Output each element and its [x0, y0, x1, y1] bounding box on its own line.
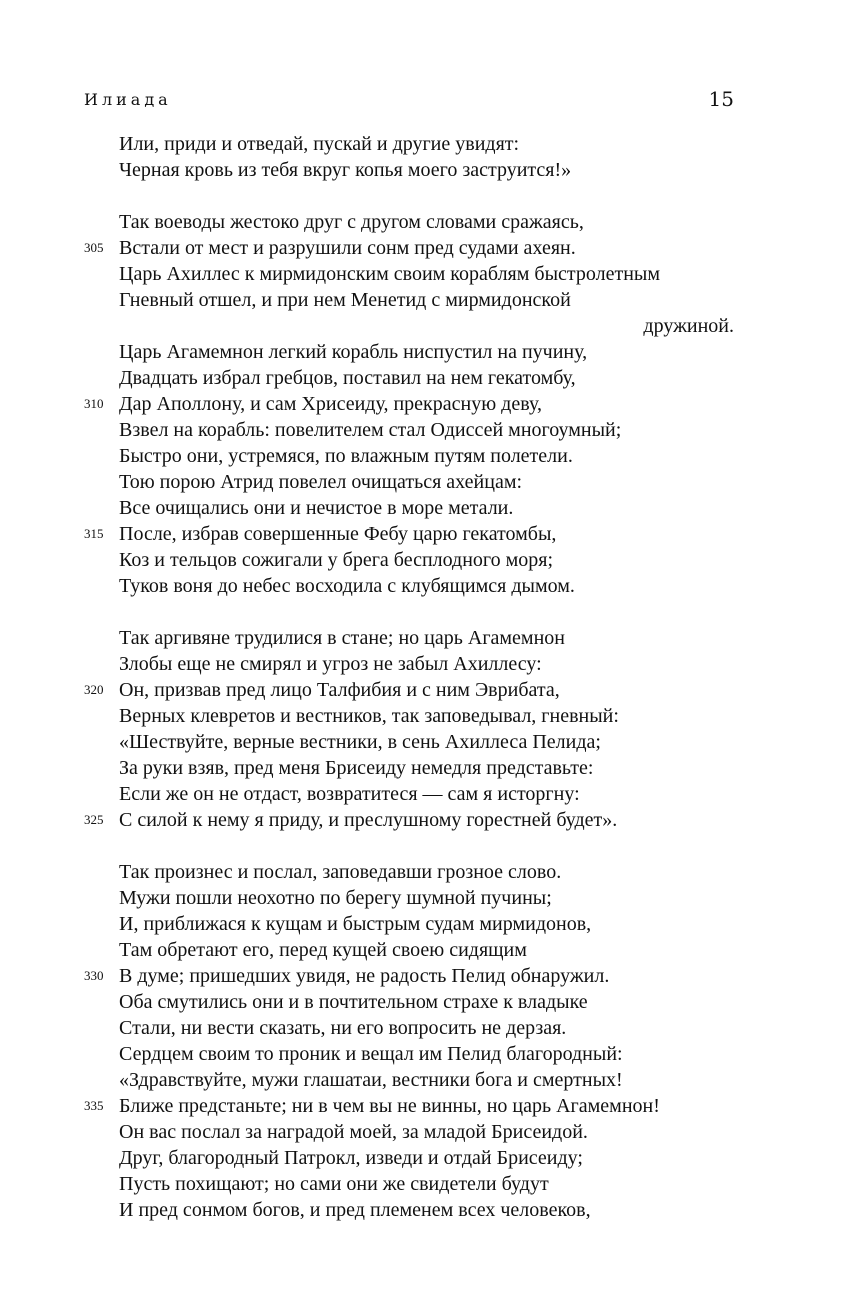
- verse-line: [0, 1041, 845, 1067]
- line-text: И пред сонмом богов, и пред племенем всех человеков,: [119, 1199, 591, 1221]
- running-title: Илиада: [84, 90, 172, 109]
- verse-line: [0, 625, 845, 651]
- line-text: Сердцем своим то проник и вещал им Пелид благородный:: [119, 1043, 623, 1065]
- line-text: И, приближася к кущам и быстрым судам мирмидонов,: [119, 913, 592, 935]
- line-text: Туков воня до небес восходила с клубящимся дымом.: [119, 575, 575, 597]
- verse-line: [0, 469, 845, 495]
- verse-line: [0, 677, 845, 703]
- line-text: Черная кровь из тебя вкруг копья моего заструится!»: [119, 159, 572, 181]
- line-text: Он, призвав пред лицо Талфибия и с ним Эврибата,: [119, 679, 560, 701]
- verse-line: [0, 703, 845, 729]
- verse-line: [0, 339, 845, 365]
- line-number: 305: [84, 240, 104, 255]
- line-text: Царь Ахиллес к мирмидонским своим кораблям быстролетным: [119, 263, 661, 285]
- verse-line: [0, 807, 845, 833]
- verse-line: [0, 729, 845, 755]
- verse-line: [0, 521, 845, 547]
- line-text: Все очищались они и нечистое в море метали.: [119, 497, 514, 519]
- line-text: Гневный отшел, и при нем Менетид с мирмидонской: [119, 289, 571, 311]
- verse-line: [0, 261, 845, 287]
- line-text: Дар Аполлону, и сам Хрисеиду, прекрасную деву,: [119, 393, 542, 415]
- verse-line: [0, 365, 845, 391]
- poem-text: [0, 131, 845, 1223]
- verse-line: [0, 131, 845, 157]
- verse-line: [0, 911, 845, 937]
- stanza-gap: [0, 183, 845, 209]
- line-text: Ближе предстаньте; ни в чем вы не винны, но царь Агамемнон!: [119, 1095, 660, 1117]
- verse-line: [0, 417, 845, 443]
- line-text: После, избрав совершенные Фебу царю гекатомбы,: [119, 523, 557, 545]
- verse-line: [0, 1093, 845, 1119]
- line-text: За руки взяв, пред меня Брисеиду немедля представьте:: [119, 757, 594, 779]
- line-text: Встали от мест и разрушили сонм пред судами ахеян.: [119, 237, 576, 259]
- stanza-gap: [0, 833, 845, 859]
- line-text: Злобы еще не смирял и угроз не забыл Ахиллесу:: [119, 653, 542, 675]
- line-number: 310: [84, 396, 104, 411]
- line-text: Так воеводы жестоко друг с другом словами сражаясь,: [119, 211, 584, 233]
- line-text: Мужи пошли неохотно по берегу шумной пучины;: [119, 887, 552, 909]
- line-text: Быстро они, устремяся, по влажным путям полетели.: [119, 445, 573, 467]
- verse-line: [0, 1145, 845, 1171]
- line-text: Двадцать избрал гребцов, поставил на нем гекатомбу,: [119, 367, 576, 389]
- line-text: Верных клевретов и вестников, так заповедывал, гневный:: [119, 705, 619, 727]
- line-number: 320: [84, 682, 104, 697]
- line-text: «Здравствуйте, мужи глашатаи, вестники бога и смертных!: [119, 1069, 623, 1091]
- stanza-gap: [0, 599, 845, 625]
- verse-line: [0, 391, 845, 417]
- line-text: Коз и тельцов сожигали у брега бесплодного моря;: [119, 549, 554, 571]
- verse-line: [0, 547, 845, 573]
- verse-line: [0, 937, 845, 963]
- verse-line: [0, 963, 845, 989]
- verse-line: [0, 989, 845, 1015]
- line-number: 335: [84, 1098, 104, 1113]
- line-text: Или, приди и отведай, пускай и другие увидят:: [119, 133, 520, 155]
- line-text: «Шествуйте, верные вестники, в сень Ахиллеса Пелида;: [119, 731, 601, 753]
- verse-line: [0, 573, 845, 599]
- line-text: Пусть похищают; но сами они же свидетели будут: [119, 1173, 549, 1195]
- verse-line-overflow: [0, 313, 845, 339]
- line-text: Так произнес и послал, заповедавши грозное слово.: [119, 861, 562, 883]
- verse-line: [0, 1067, 845, 1093]
- line-text: Взвел на корабль: повелителем стал Одиссей многоумный;: [119, 419, 622, 441]
- verse-line: [0, 209, 845, 235]
- line-text: Он вас послал за наградой моей, за младой Брисеидой.: [119, 1121, 588, 1143]
- verse-line: [0, 495, 845, 521]
- verse-line: [0, 755, 845, 781]
- line-text: Так аргивяне трудилися в стане; но царь Агамемнон: [119, 627, 565, 649]
- verse-line: [0, 781, 845, 807]
- verse-line: [0, 1171, 845, 1197]
- line-number: 330: [84, 968, 104, 983]
- verse-line: [0, 1015, 845, 1041]
- verse-line: [0, 859, 845, 885]
- line-text: В думе; пришедших увидя, не радость Пелид обнаружил.: [119, 965, 610, 987]
- line-text: Тою порою Атрид повелел очищаться ахейцам:: [119, 471, 523, 493]
- verse-line: [0, 443, 845, 469]
- verse-line: [0, 287, 845, 313]
- line-text: Царь Агамемнон легкий корабль ниспустил на пучину,: [119, 341, 588, 363]
- line-text: дружиной.: [643, 315, 734, 337]
- line-text: Друг, благородный Патрокл, изведи и отдай Брисеиду;: [119, 1147, 583, 1169]
- verse-line: [0, 1119, 845, 1145]
- line-number: 325: [84, 812, 104, 827]
- verse-line: [0, 885, 845, 911]
- verse-line: [0, 157, 845, 183]
- line-text: С силой к нему я приду, и преслушному горестней будет».: [119, 809, 618, 831]
- line-text: Оба смутились они и в почтительном страхе к владыке: [119, 991, 588, 1013]
- line-text: Там обретают его, перед кущей своею сидящим: [119, 939, 527, 961]
- verse-line: [0, 651, 845, 677]
- line-text: Стали, ни вести сказать, ни его вопросить не дерзая.: [119, 1017, 567, 1039]
- page-number: 15: [708, 87, 734, 111]
- verse-line: [0, 1197, 845, 1223]
- line-number: 315: [84, 526, 104, 541]
- verse-line: [0, 235, 845, 261]
- line-text: Если же он не отдаст, возвратитеся — сам я исторгну:: [119, 783, 580, 805]
